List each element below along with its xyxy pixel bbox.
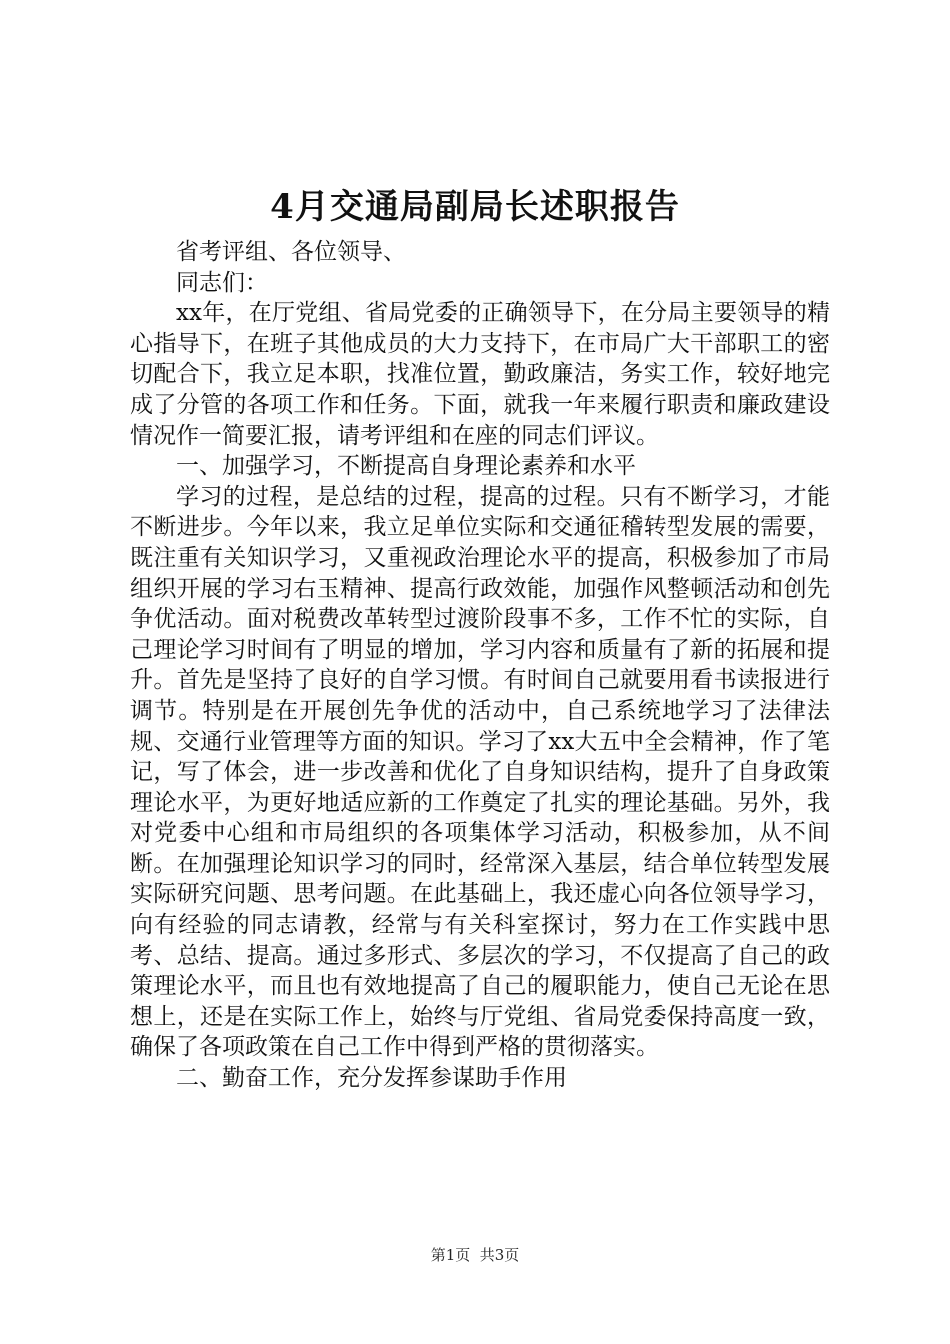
salutation-line-2: 同志们：	[176, 269, 268, 296]
document-title: 4月交通局副局长述职报告	[270, 187, 680, 227]
page-number: 第1页 共3页	[430, 1246, 520, 1264]
salutation-line-1: 省考评组、各位领导、	[176, 239, 406, 265]
body-paragraph: 学习的过程，是总结的过程，提高的过程。只有不断学习，才能不断进步。今年以来，我立足单位实际和交通征稽转型发展的需要，既注重有关知识学习，又重视政治理论水平的提高，积极参加了市局组织开展的学习右玉精神、提高行政效能，加强作风整顿活动和创先争优活动。面对税费改革转型过渡阶段事不多，工作不忙的实际，自己理论学习时间有了明显的增加，学习内容和质量有了新的拓展和提升。首先是坚持了良好的自学习惯。有时间自己就要用看书读报进行调节。特别是在开展创先争优的活动中，自己系统地学习了法律法规、交通行业管理等方面的知识。学习了xx大五中全会精神，作了笔记，写了体会，进一步改善和优化了自身知识结构，提升了自身政策理论水平，为更好地适应新的工作奠定了扎实的理论基础。另外，我对党委中心组和市局组织的各项集体学习活动，积极参加，从不间断。在加强理论知识学习的同时，经常深入基层，结合单位转型发展实际研究问题、思考问题。在此基础上，我还虚心向各位领导学习，向有经验的同志请教，经常与有关科室探讨，努力在工作实践中思考、总结、提高。通过多形式、多层次的学习，不仅提高了自己的政策理论水平，而且也有效地提高了自己的履职能力，使自己无论在思想上，还是在实际工作上，始终与厅党组、省局党委保持高度一致，确保了各项政策在自己工作中得到严格的贯彻落实。	[130, 483, 830, 1061]
section-heading-2: 二、勤奋工作，充分发挥参谋助手作用	[176, 1065, 567, 1092]
page-footer	[0, 1245, 950, 1265]
document-body	[130, 237, 830, 1094]
intro-paragraph: xx年，在厅党组、省局党委的正确领导下，在分局主要领导的精心指导下，在班子其他成员的大力支持下，在市局广大干部职工的密切配合下，我立足本职，找准位置，勤政廉洁，务实工作，较好地完成了分管的各项工作和任务。下面，就我一年来履行职责和廉政建设情况作一简要汇报，请考评组和在座的同志们评议。	[130, 300, 830, 449]
section-heading-1: 一、加强学习，不断提高自身理论素养和水平	[176, 453, 636, 480]
